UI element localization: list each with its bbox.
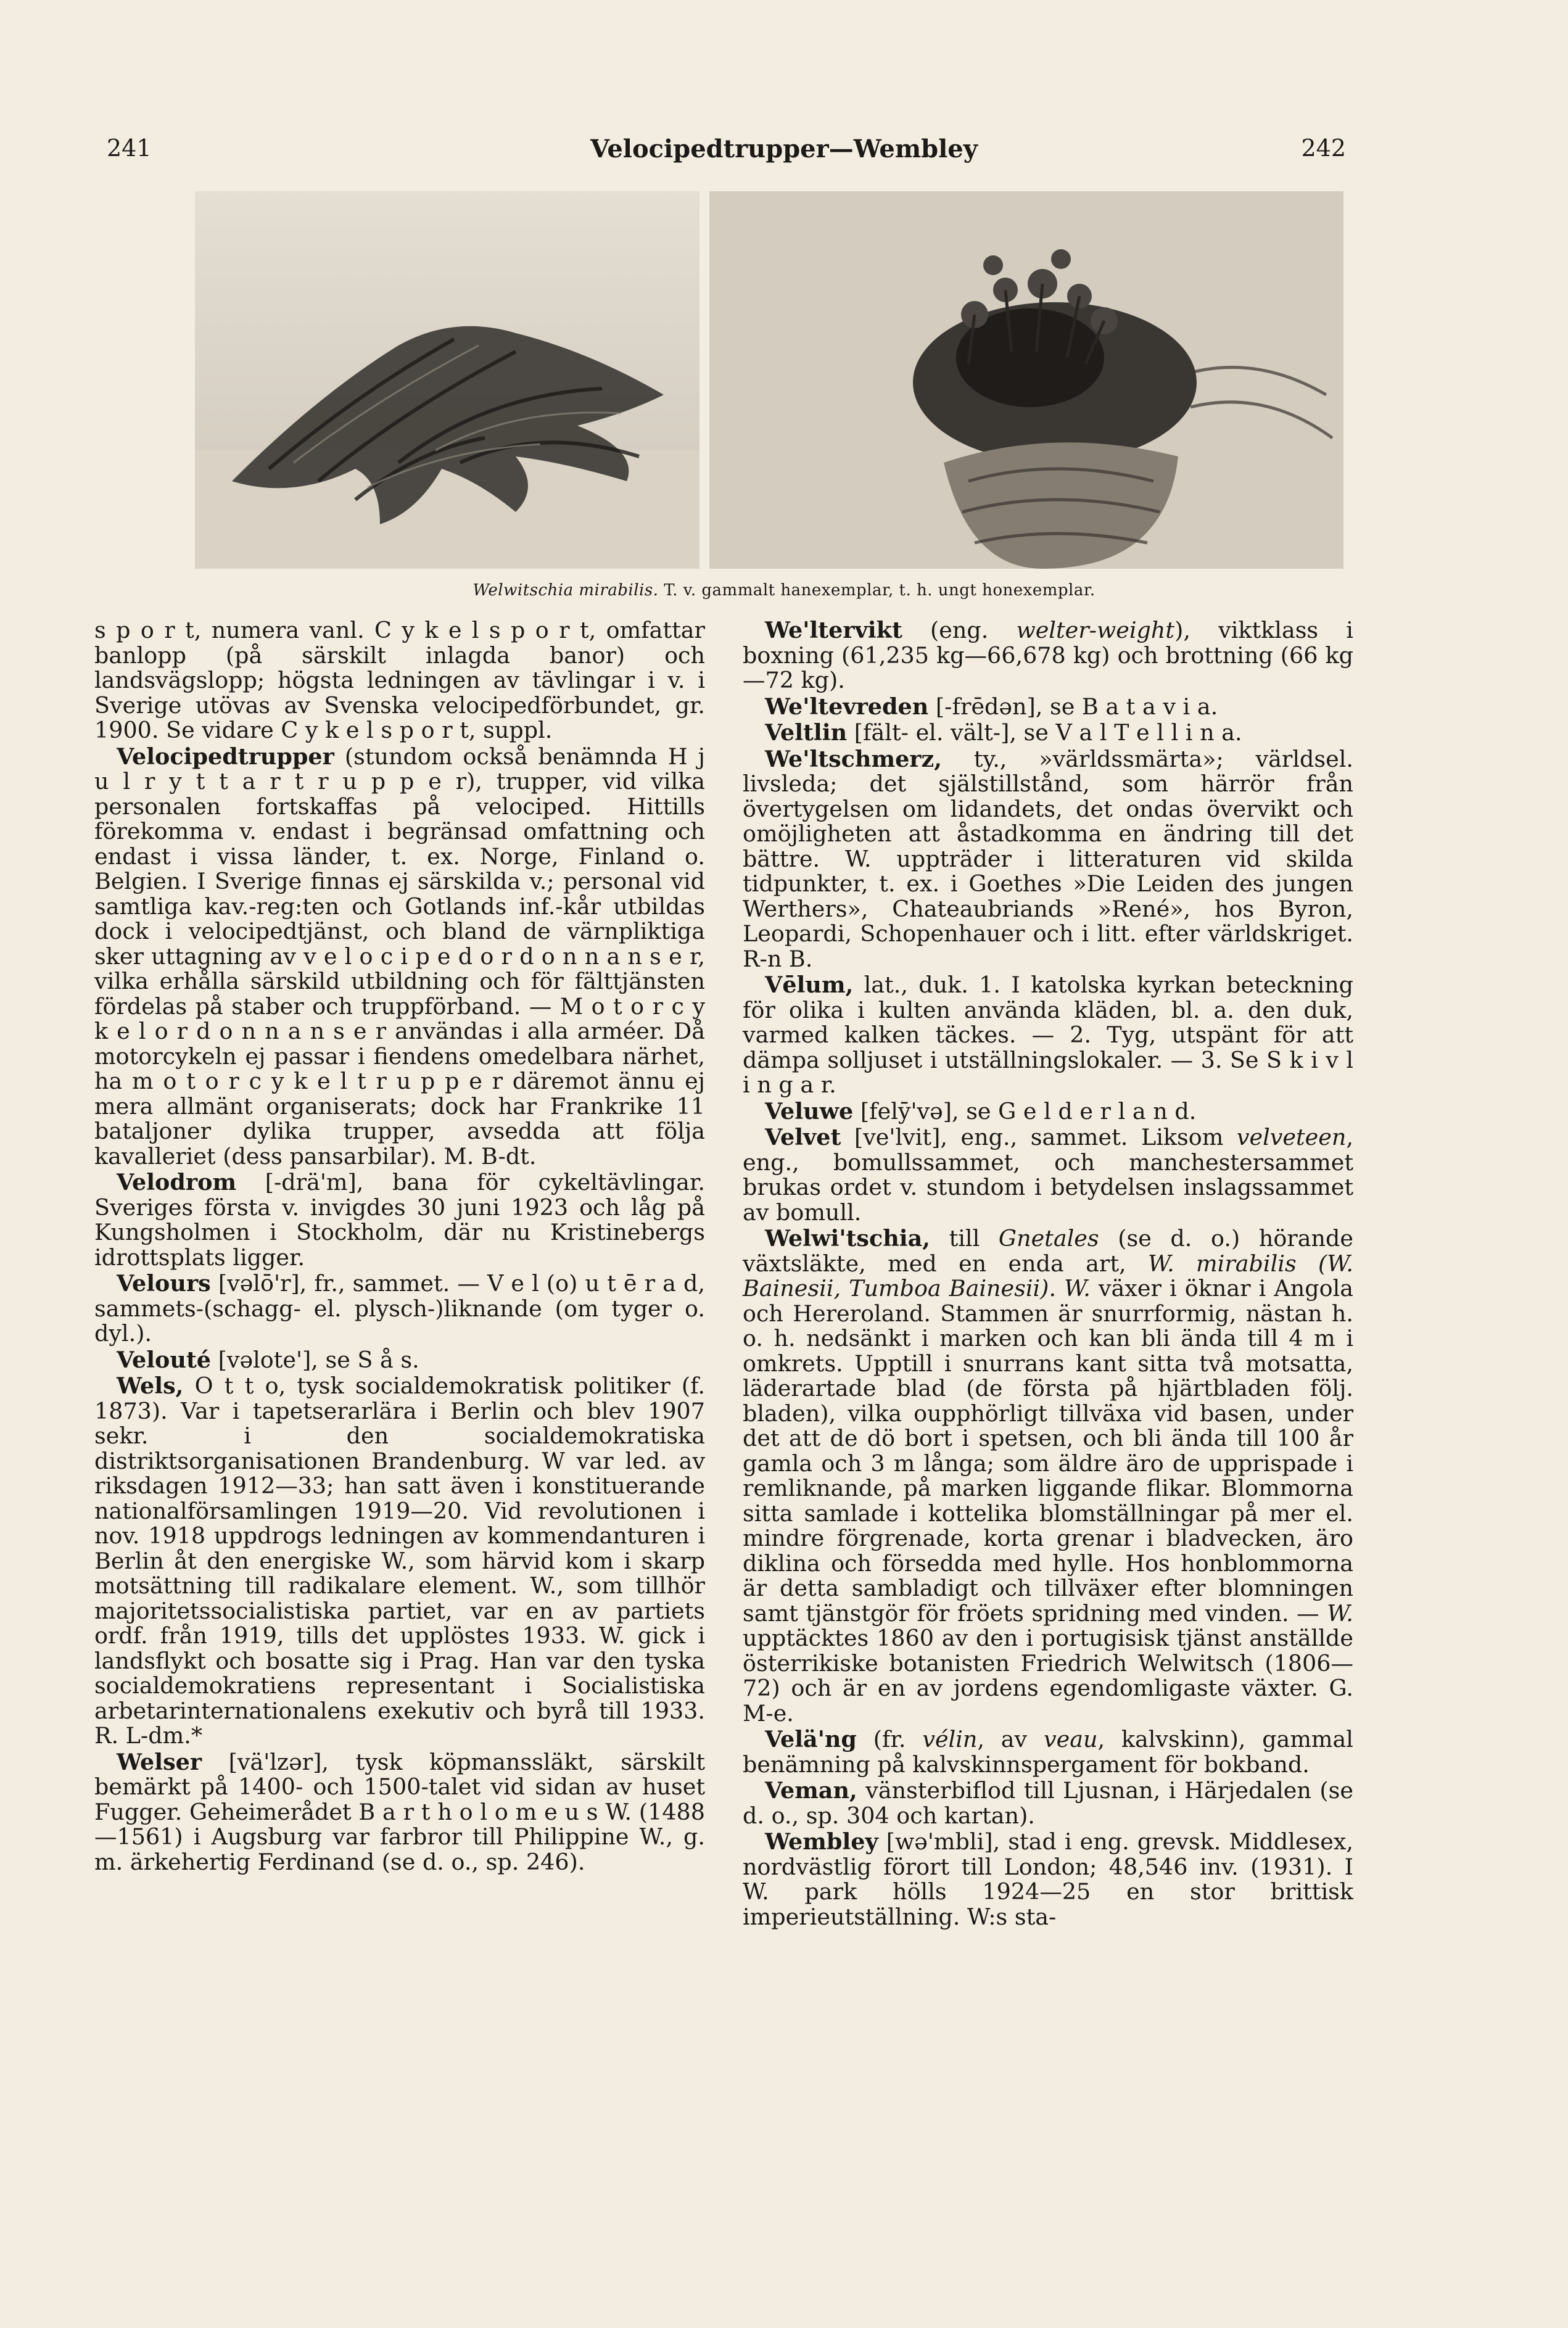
entry-headword: Veltlin	[765, 719, 848, 746]
entry-text: växer i öknar i Angola och Hereroland. Stammen är snurrformig, nästan h. o. h. nedsänkt i marken och kan bli ända till 4 m i omkrets. Upptill i snurrans kant sitta två motsatta, läderartade blad (de första på hjärtbladen följ. bladen), vilka oupphörligt tillväxa vid basen, under det att de dö bort i spetsen, och bli ända till 100 år gamla och 3 m långa; som äldre äro de upprispade i remliknande, på marken liggande flikar. Blommorna sitta samlade i kottelika blomställningar på mer el. mindre förgrenade, korta grenar i bladvecken, äro diklina och försedda med hylle. Hos honblommorna är detta sambladigt och tillväxer efter blomningen samt tjänstgör för fröets spridning med vinden. —	[743, 1275, 1353, 1627]
entry-text: , av	[977, 1726, 1044, 1752]
entry-text: , kalvskinn), gammal benämning på kalvskinnspergament för bokband.	[743, 1726, 1353, 1778]
entry-text: upptäcktes 1860 av den i portugisisk tjänst anställde österrikiske botanisten Friedrich Welwitsch (1806—72) och är en av jordens egendomligaste växter. G. M-e.	[743, 1625, 1353, 1727]
page-number-right: 242	[1301, 134, 1346, 162]
entry-text: [vəlote'], se S å s.	[211, 1346, 419, 1373]
entry-headword: Vēlum,	[765, 972, 854, 998]
column-right	[743, 618, 1353, 1930]
entry-welser	[94, 1750, 705, 1875]
entry-velocipedtrupper	[94, 745, 705, 1170]
entry-text: ), viktklass i boxning (61,235 kg—66,678 kg) och brottning (66 kg—72 kg).	[743, 617, 1353, 693]
entry-text: [-drä'm], bana för cykeltävlingar. Sveriges första v. invigdes 30 juni 1923 och låg på Kungsholmen i Stockholm, där nu Kristinebergs idrottsplats ligger.	[94, 1169, 705, 1271]
entry-text: , eng., bomullssammet, och manchestersammet brukas ordet v. stundom i betydelsen inslagssammet av bomull.	[743, 1124, 1353, 1226]
entry-text: .	[1049, 1275, 1065, 1302]
entry-headword: Welser	[117, 1748, 202, 1775]
entry-text: [-frēdən], se B a t a v i a.	[928, 693, 1218, 720]
entry-text: (stundom också benämnda H j u l r y t t a r t r u p p e r), trupper, vid vilka personalen fortskaffas på velociped. Hittills förekomma v. endast i begränsad omfattning och endast i vissa länder, t. ex. Norge, Finland o. Belgien. I Sverige finnas ej särskilda v.; personal vid samtliga kav.-reg:ten och Gotlands inf.-kår utbildas dock i velocipedtjänst, och bland de värnpliktiga sker uttagning av v e l o c i p e d o r d o n n a n s e r, vilka erhålla särskild utbildning och för fälttjänsten fördelas på staber och truppförband. — M o t o r c y k e l o r d o n n a n s e r användas i alla arméer. Då motorcykeln ej passar i fiendens omedelbara närhet, ha m o t o r c y k e l t r u p p e r däremot ännu ej mera allmänt organiserats; dock har Frankrike 11 bataljoner dylika trupper, avsedda att följa kavalleriet (dess pansarbilar). M. B-dt.	[94, 743, 705, 1170]
entry-italic: welter-weight	[1016, 617, 1175, 643]
entry-italic: velveteen	[1236, 1124, 1347, 1150]
entry-italic: W. mirabilis (W. Bainesii, Tumboa Bainesii)	[743, 1250, 1354, 1302]
photo-welwitschia-female	[709, 191, 1343, 569]
entry-velang	[743, 1727, 1353, 1777]
entry-weltevreden	[743, 695, 1353, 720]
entry-welwitschia	[743, 1226, 1353, 1726]
entry-text: vänsterbiflod till Ljusnan, i Härjedalen (se d. o., sp. 304 och kartan).	[743, 1777, 1353, 1829]
entry-headword: Velä'ng	[765, 1726, 857, 1752]
entry-velvet	[743, 1125, 1353, 1225]
entry-headword: Veluwe	[765, 1097, 854, 1125]
caption-species: Welwitschia mirabilis.	[472, 581, 659, 600]
entry-wembley	[743, 1830, 1353, 1930]
entry-text: [felȳ'və], se G e l d e r l a n d.	[853, 1097, 1197, 1125]
entry-headword: Velouté	[117, 1346, 212, 1373]
entry-headword: Wels,	[117, 1372, 184, 1399]
entry-headword: Velodrom	[117, 1169, 237, 1195]
entry-headword: Velvet	[765, 1124, 841, 1150]
entry-veluwe	[743, 1099, 1353, 1125]
entry-text: O t t o, tysk socialdemokratisk politiker (f. 1873). Var i tapetserarlära i Berlin och blev 1907 sekr. i den socialdemokratiska distriktsorganisationen Brandenburg. W var led. av riksdagen 1912—33; han satt även i konstituerande nationalförsamlingen 1919—20. Vid revolutionen i nov. 1918 uppdrogs ledningen av kommendanturen i Berlin åt den energiske W., som härvid kom i skarp motsättning till radikalare element. W., som tillhör majoritetssocialistiska partiet, var en av partiets ordf. från 1919, tills det upplöstes 1933. W. gick i landsflykt och bosatte sig i Prag. Han var den tyska socialdemokratiens representant i Socialistiska arbetarinternationalens exekutiv och byrå till 1933. R. L-dm.*	[94, 1372, 705, 1749]
entry-text: [ve'lvit], eng., sammet. Liksom	[841, 1124, 1237, 1150]
welwitschia-male-image	[195, 191, 699, 569]
entry-veman	[743, 1778, 1353, 1828]
page-number-left: 241	[107, 134, 152, 162]
entry-headword: We'ltervikt	[765, 617, 902, 643]
entry-italic: veau	[1043, 1726, 1098, 1752]
entry-headword: We'ltschmerz,	[765, 745, 942, 772]
entry-italic: W.	[1064, 1275, 1091, 1302]
entry-italic: W.	[1327, 1599, 1353, 1627]
entry-wels	[94, 1374, 705, 1749]
entry-veloute	[94, 1348, 705, 1373]
entry-velum	[743, 973, 1353, 1098]
entry-headword: Velocipedtrupper	[117, 743, 334, 770]
entry-headword: Wembley	[765, 1828, 878, 1855]
entry-italic: Gnetales	[998, 1225, 1099, 1252]
entry-text: s p o r t, numera vanl. C y k e l s p o r t, omfattar banlopp (på särskilt inlagda banor) och landsvägslopp; högsta ledningen av tävlingar i v. i Sverige utövas av Svenska velocipedförbundet, gr. 1900. Se vidare C y k e l s p o r t, suppl.	[94, 617, 705, 743]
entry-italic: vélin	[922, 1726, 978, 1752]
entry-text: [fält- el. vält-], se V a l T e l l i n a.	[847, 719, 1242, 746]
entry-veltlin	[743, 720, 1353, 746]
entry-text: (se d. o.) hörande växtsläkte, med en enda art,	[743, 1225, 1353, 1277]
running-title: Velocipedtrupper—Wembley	[590, 134, 978, 163]
entry-headword: Velours	[117, 1270, 211, 1297]
caption-description: T. v. gammalt hanexemplar, t. h. ungt honexemplar.	[658, 581, 1096, 600]
welwitschia-female-image	[709, 191, 1343, 569]
photo-welwitschia-male	[195, 191, 699, 569]
entry-headword: Veman,	[765, 1777, 857, 1804]
entry-text: [vəlō'r], fr., sammet. — V e l (o) u t ē r a d, sammets-(schagg- el. plysch-)liknande (om tyger o. dyl.).	[94, 1270, 705, 1347]
entry-weltschmerz	[743, 747, 1353, 972]
entry-text: [wə'mbli], stad i eng. grevsk. Middlesex, nordvästlig förort till London; 48,546 inv. (1931). I W. park hölls 1924—25 en stor brittisk imperieutställning. W:s sta-	[743, 1828, 1353, 1930]
entry-text: till	[930, 1225, 999, 1252]
entry-headword: We'ltevreden	[765, 693, 929, 720]
entry-text: lat., duk. 1. I katolska kyrkan beteckning för olika i kulten använda kläden, bl. a. den duk, varmed kalken täckes. — 2. Tyg, utspänt för att dämpa solljuset i utställningslokaler. — 3. Se S k i v l i n g a r.	[743, 972, 1353, 1098]
entry-text: ty., »världssmärta»; världsel. livsleda; det själstillstånd, som härrör från övertygelsen om lidandets, det ondas övervikt och omöjligheten att åstadkomma en ändring till det bättre. W. uppträder i litteraturen vid skilda tidpunkter, t. ex. i Goethes »Die Leiden des jungen Werthers», Chateaubriands »René», hos Byron, Leopardi, Schopenhauer och i litt. efter världskriget. R-n B.	[743, 745, 1353, 972]
entry-text: (fr.	[856, 1726, 923, 1752]
entry-velours	[94, 1271, 705, 1347]
figure-caption	[0, 581, 1568, 600]
column-left	[94, 618, 705, 1875]
entry-weltervikt	[743, 618, 1353, 693]
entry-velodrom	[94, 1170, 705, 1270]
page-header	[0, 134, 1568, 171]
entry-sport-continuation	[94, 618, 705, 743]
entry-headword: Welwi'tschia,	[765, 1225, 930, 1252]
entry-text: (eng.	[902, 617, 1017, 643]
entry-text: [vä'lzər], tysk köpmanssläkt, särskilt bemärkt på 1400- och 1500-talet vid sidan av huset Fugger. Geheimerådet B a r t h o l o m e u s W. (1488—1561) i Augsburg var farbror till Philippine W., g. m. ärkehertig Ferdinand (se d. o., sp. 246).	[94, 1748, 705, 1875]
